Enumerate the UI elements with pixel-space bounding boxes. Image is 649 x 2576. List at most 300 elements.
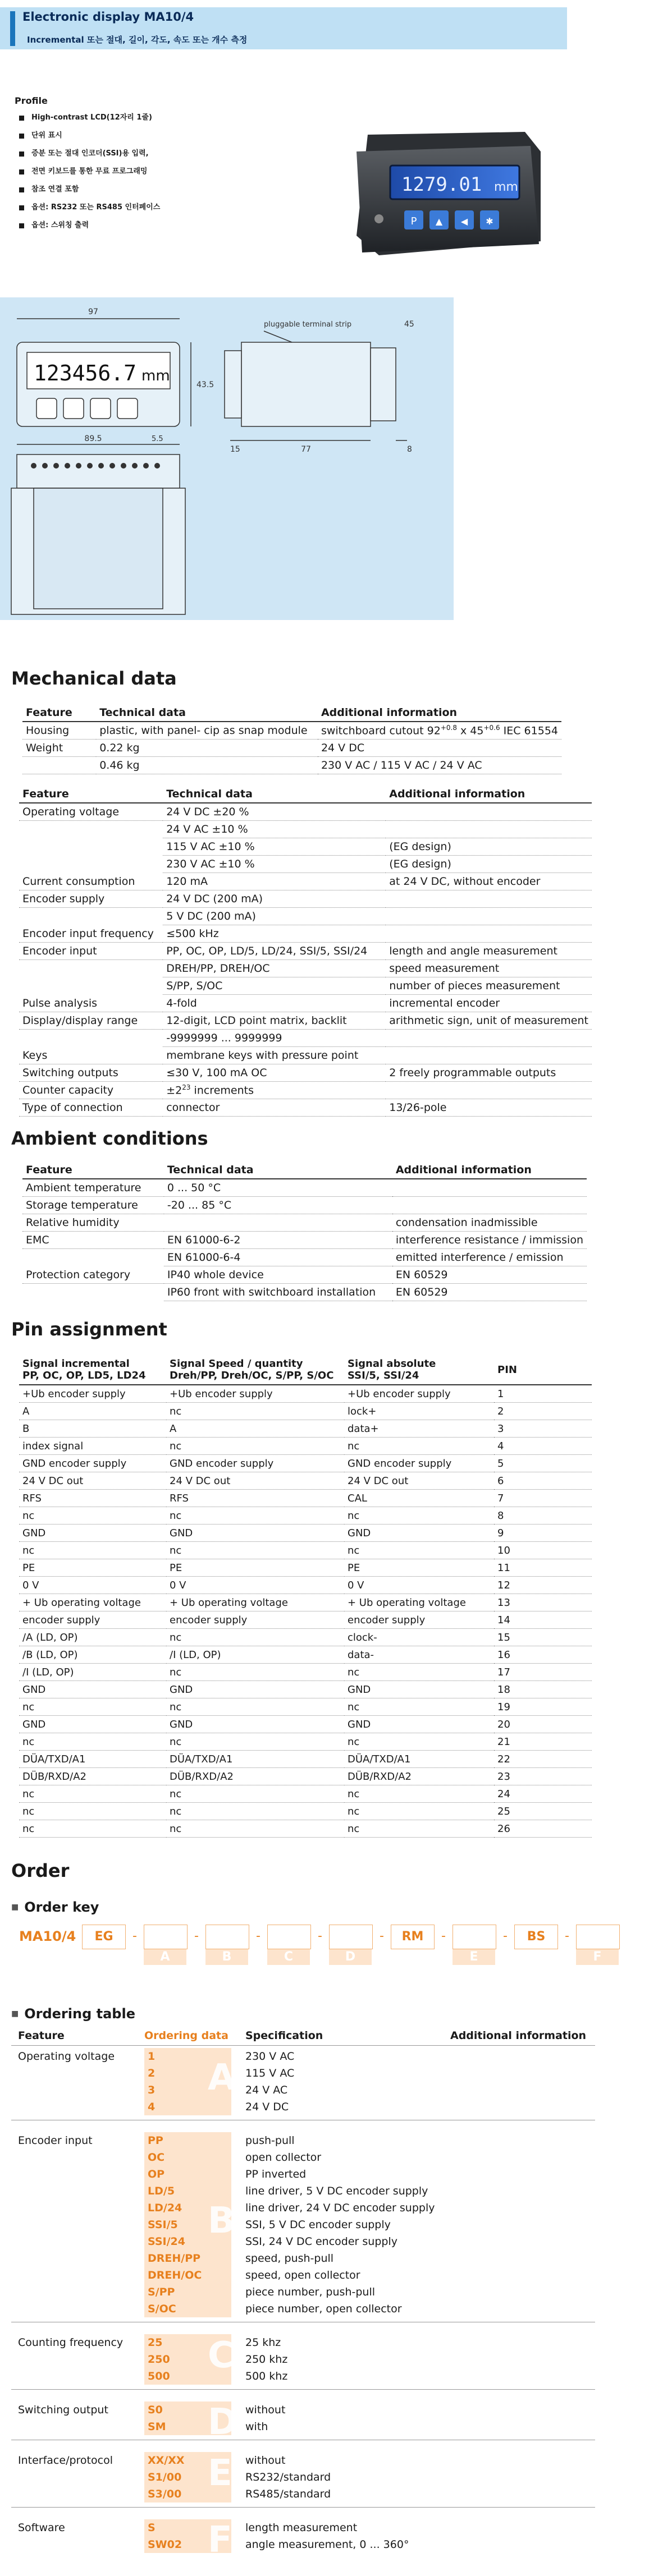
table-cell: Pulse analysis xyxy=(19,995,163,1012)
ordtab-code: 4 xyxy=(144,2099,231,2115)
table-cell: EMC xyxy=(22,1232,164,1249)
table-row xyxy=(19,1629,592,1646)
table-cell: PP, OC, OP, LD/5, LD/24, SSI/5, SSI/24 xyxy=(163,943,386,960)
device-key-star: ✱ xyxy=(486,216,493,227)
ordtab-group-rule xyxy=(11,2507,595,2508)
order-key-box[interactable] xyxy=(267,1925,311,1949)
table-cell: condensation inadmissible xyxy=(392,1214,587,1232)
ordtab-code: 2 xyxy=(144,2065,231,2082)
table-row xyxy=(19,1594,592,1611)
profile-item: 단위 표시 xyxy=(19,130,160,148)
table-row xyxy=(19,1646,592,1664)
ambient-table: Feature Technical data Additional information Ambient temperature 0 ... 50 °C Storage temperature -20 ... 85 °C Relative humidity condensation inadmissible EMC EN 61000-6-2 interference resistance / immission EN 61000-6-4 emitted interference / emission Protection category IP40 whole device EN 60529 IP60 front with switchboard installation EN 60529 xyxy=(22,1161,587,1301)
ordtab-code: 3 xyxy=(144,2082,231,2099)
ordtab-header-rule xyxy=(11,2045,595,2046)
page-title: Electronic display MA10/4 xyxy=(22,10,194,24)
table-cell: DÜA/TXD/A1 xyxy=(344,1751,494,1768)
table-cell: nc xyxy=(344,1785,494,1803)
table-cell: 14 xyxy=(494,1611,592,1629)
order-key-dash: - xyxy=(565,1929,569,1943)
table-cell: CAL xyxy=(344,1490,494,1507)
table-cell: 15 xyxy=(494,1629,592,1646)
table-cell: DÜA/TXD/A1 xyxy=(166,1751,344,1768)
table-cell: interference resistance / immission xyxy=(392,1232,587,1249)
table-cell xyxy=(22,1249,164,1266)
table-cell: DÜB/RXD/A2 xyxy=(19,1768,166,1785)
table-cell: speed measurement xyxy=(386,960,592,977)
table-cell xyxy=(19,821,163,838)
table-row xyxy=(19,1030,592,1047)
table-cell: EN 61000-6-4 xyxy=(164,1249,392,1266)
table-cell: Encoder supply xyxy=(19,890,163,908)
table-cell xyxy=(386,908,592,925)
table-cell xyxy=(386,890,592,908)
table-cell: Type of connection xyxy=(19,1099,163,1117)
device-key-up: ▲ xyxy=(435,216,443,227)
order-key-box[interactable] xyxy=(453,1925,496,1949)
table-row xyxy=(19,856,592,873)
table-cell: nc xyxy=(19,1733,166,1751)
table-cell: GND xyxy=(166,1525,344,1542)
table-cell: IP60 front with switchboard installation xyxy=(164,1284,392,1301)
table-cell xyxy=(386,925,592,943)
ordtab-code: XX/XX xyxy=(144,2452,231,2469)
profile-heading: Profile xyxy=(15,95,48,106)
ordtab-h-spec: Specification xyxy=(245,2029,323,2042)
order-key-box[interactable] xyxy=(576,1925,620,1949)
table-cell: nc xyxy=(344,1438,494,1455)
table-cell: +Ub encoder supply xyxy=(19,1385,166,1403)
ordtab-spec: push-pull xyxy=(245,2134,295,2147)
dimension-drawing xyxy=(0,297,454,620)
table-cell: Switching outputs xyxy=(19,1064,163,1082)
table-cell: RFS xyxy=(19,1490,166,1507)
ordtab-spec: speed, push-pull xyxy=(245,2252,334,2265)
table-cell: nc xyxy=(19,1785,166,1803)
table-cell: nc xyxy=(344,1820,494,1838)
table-cell: 26 xyxy=(494,1820,592,1838)
ordtab-code: PP xyxy=(144,2132,231,2149)
table-cell: at 24 V DC, without encoder xyxy=(386,873,592,890)
table-cell: S/PP, S/OC xyxy=(163,977,386,995)
header-accent-bar xyxy=(10,11,15,46)
table-cell: +Ub encoder supply xyxy=(166,1385,344,1403)
table-cell: nc xyxy=(166,1403,344,1420)
table-cell xyxy=(19,1030,163,1047)
mechanical-table-2: Feature Technical data Additional information Operating voltage 24 V DC ±20 % 24 V AC ±10 % 115 V AC ±10 % (EG design) 230 V AC ±10 % (EG design) Current consumption 120 mA at 24 V DC, without encoder Encoder supply 24 V DC (200 mA) 5 V DC (200 mA) Encoder input frequency ≤500 kHz Encoder input PP, OC, OP, LD/5, LD/24, SSI/5, SSI/24 length and angle measurement DREH/PP, DREH/OC speed measurement S/PP, S/OC number of pieces measurement Pulse analysis 4-fold incremental encoder Display/display range 12-digit, LCD point matrix, backlit arithmetic sign, unit of measurement -9999999 ... 9999999 Keys membrane keys with pressure point Switching outputs ≤30 V, 100 mA OC 2 freely programmable outputs Counter capacity $\pm 2^{23}$ increments Type of connection connector 13/26-pole xyxy=(19,786,592,1117)
ordtab-feature: Switching output xyxy=(18,2404,108,2416)
table-cell: 3 xyxy=(494,1420,592,1438)
ordtab-h-feature: Feature xyxy=(18,2029,65,2042)
ordtab-code: LD/5 xyxy=(144,2183,231,2200)
table-cell xyxy=(386,1047,592,1064)
order-heading: Order xyxy=(11,1860,70,1881)
table-cell: Operating voltage xyxy=(19,803,163,821)
ordtab-spec: 250 khz xyxy=(245,2353,288,2366)
table-cell: 19 xyxy=(494,1698,592,1716)
table-cell: nc xyxy=(166,1785,344,1803)
table-cell: Keys xyxy=(19,1047,163,1064)
table-cell: nc xyxy=(166,1698,344,1716)
table-cell: Display/display range xyxy=(19,1012,163,1030)
ordtab-spec: 115 V AC xyxy=(245,2067,295,2079)
table-row xyxy=(22,1284,587,1301)
table-row xyxy=(19,925,592,943)
dim-terminal-label: pluggable terminal strip xyxy=(264,320,352,329)
mechanical-heading: Mechanical data xyxy=(11,668,177,689)
table-cell: 230 V AC ±10 % xyxy=(163,856,386,873)
ordtab-code: S0 xyxy=(144,2401,231,2418)
profile-item: 옵션: RS232 또는 RS485 인터페이스 xyxy=(19,202,160,220)
table-cell xyxy=(392,1197,587,1214)
ordtab-spec: with xyxy=(245,2421,268,2433)
order-key-dash: - xyxy=(194,1929,199,1943)
table-cell xyxy=(392,1179,587,1197)
ordtab-feature: Encoder input xyxy=(18,2134,93,2147)
dim-97: 97 xyxy=(88,307,98,316)
ordtab-spec: 25 khz xyxy=(245,2336,281,2349)
table-cell: 16 xyxy=(494,1646,592,1664)
pins-heading: Pin assignment xyxy=(11,1319,167,1340)
ordtab-spec: 24 V DC xyxy=(245,2101,289,2113)
table-row xyxy=(19,995,592,1012)
table-row xyxy=(22,1232,587,1249)
table-cell xyxy=(19,856,163,873)
ordtab-feature: Interface/protocol xyxy=(18,2454,113,2467)
table-cell: nc xyxy=(344,1542,494,1559)
ordtab-code: S3/00 xyxy=(144,2486,231,2502)
table-row xyxy=(19,960,592,977)
table-row xyxy=(19,1385,592,1403)
table-cell xyxy=(19,977,163,995)
table-cell: 4-fold xyxy=(163,995,386,1012)
table-cell: nc xyxy=(344,1733,494,1751)
table-cell: nc xyxy=(344,1698,494,1716)
ordtab-feature: Operating voltage xyxy=(18,2050,115,2063)
order-key-dash: - xyxy=(441,1929,446,1943)
order-key-box[interactable] xyxy=(205,1925,249,1949)
order-key-dash: - xyxy=(132,1929,137,1943)
table-cell: 22 xyxy=(494,1751,592,1768)
table-cell: GND xyxy=(344,1716,494,1733)
table-cell: 4 xyxy=(494,1438,592,1455)
mechanical-table-1: Feature Technical data Additional information Housing plastic, with panel- cip as snap module switchboard cutout $92^{+0.8}$ x $45^{+0.6}$ IEC 61554 Weight 0.22 kg 24 V DC 0.46 kg 230 V AC / 115 V AC / 24 V AC xyxy=(22,704,561,774)
table-row xyxy=(19,1664,592,1681)
ordtab-group-letter: A xyxy=(208,2057,236,2099)
table-cell: 17 xyxy=(494,1664,592,1681)
order-key-letter: D xyxy=(329,1949,372,1965)
order-key-label: MA10/4 xyxy=(19,1928,76,1944)
ordtab-spec: RS232/standard xyxy=(245,2471,331,2483)
ordtab-code: DREH/OC xyxy=(144,2267,231,2284)
ordering-table-heading: ■ Ordering table xyxy=(11,2006,135,2022)
ordtab-spec: 230 V AC xyxy=(245,2050,295,2063)
order-key-letter: B xyxy=(205,1949,248,1965)
ordtab-code: S xyxy=(144,2519,231,2536)
ordtab-code: SM xyxy=(144,2418,231,2435)
table-cell: nc xyxy=(166,1542,344,1559)
table-row xyxy=(19,1542,592,1559)
table-cell: IP40 whole device xyxy=(164,1266,392,1284)
table-cell: Encoder input frequency xyxy=(19,925,163,943)
table-cell: 5 xyxy=(494,1455,592,1472)
table-cell: 13 xyxy=(494,1594,592,1611)
table-cell: Relative humidity xyxy=(22,1214,164,1232)
table-cell: encoder supply xyxy=(344,1611,494,1629)
ordtab-spec: without xyxy=(245,2454,286,2467)
table-row xyxy=(19,1420,592,1438)
profile-item: 전면 키보드를 통한 무료 프로그래밍 xyxy=(19,166,160,184)
pin-table: Signal incremental PP, OC, OP, LD5, LD24 Signal Speed / quantity Dreh/PP, Dreh/OC, S/PP, S/OC Signal absolute SSI/5, SSI/24 PIN +Ub encoder supply +Ub encoder supply +Ub encoder supply 1 A nc lock+ 2 B A data+ 3 index signal nc nc 4 GND encoder supply GND encoder supply GND encoder supply 5 24 V DC out 24 V DC out 24 V DC out 6 RFS RFS CAL 7 nc nc nc 8 GND GND GND 9 nc nc nc 10 PE PE PE 11 0 V 0 V 0 V 12 + Ub operating voltage + Ub operating voltage + Ub operating voltage 13 encoder supply encoder supply encoder supply 14 /A (LD, OP) nc clock- 15 /B (LD, OP) /I (LD, OP) data- 16 /I (LD, OP) nc nc 17 GND GND GND 18 nc nc nc 19 GND GND GND 20 nc nc nc 21 DÜA/TXD/A1 DÜA/TXD/A1 DÜA/TXD/A1 22 DÜB/RXD/A2 DÜB/RXD/A2 DÜB/RXD/A2 23 nc nc nc 24 nc nc nc 25 nc nc nc 26 xyxy=(19,1355,592,1838)
dim-5-5: 5.5 xyxy=(152,435,163,443)
table-row xyxy=(19,803,592,821)
table-cell: 7 xyxy=(494,1490,592,1507)
order-key-box[interactable]: BS xyxy=(514,1925,558,1949)
order-key-dash: - xyxy=(256,1929,260,1943)
table-cell: GND xyxy=(19,1681,166,1698)
table-cell: PE xyxy=(344,1559,494,1577)
table-row xyxy=(19,1472,592,1490)
table-cell: membrane keys with pressure point xyxy=(163,1047,386,1064)
dim-89-5: 89.5 xyxy=(84,434,102,443)
ordtab-code: S/OC xyxy=(144,2301,231,2317)
table-cell: nc xyxy=(344,1803,494,1820)
table-cell: PE xyxy=(166,1559,344,1577)
table-cell: nc xyxy=(19,1507,166,1525)
ordtab-h-ordering: Ordering data xyxy=(144,2029,228,2042)
table-cell: DÜA/TXD/A1 xyxy=(19,1751,166,1768)
ambient-heading: Ambient conditions xyxy=(11,1128,208,1149)
table-cell: 21 xyxy=(494,1733,592,1751)
table-cell: EN 60529 xyxy=(392,1266,587,1284)
table-cell: length and angle measurement xyxy=(386,943,592,960)
table-cell: encoder supply xyxy=(166,1611,344,1629)
table-cell xyxy=(19,908,163,925)
table-cell: number of pieces measurement xyxy=(386,977,592,995)
table-row xyxy=(19,1611,592,1629)
table-cell: nc xyxy=(344,1507,494,1525)
housing-cutout: switchboard cutout $92^{+0.8}$ x $45^{+0.6}$ IEC 61554 xyxy=(318,722,561,740)
table-cell: connector xyxy=(163,1099,386,1117)
table-cell: A xyxy=(19,1403,166,1420)
order-key-heading: ■ Order key xyxy=(11,1899,99,1915)
table-cell: 8 xyxy=(494,1507,592,1525)
table-cell: emitted interference / emission xyxy=(392,1249,587,1266)
table-cell: index signal xyxy=(19,1438,166,1455)
table-cell: B xyxy=(19,1420,166,1438)
table-row xyxy=(19,821,592,838)
table-cell: 24 xyxy=(494,1785,592,1803)
ordtab-spec: without xyxy=(245,2404,286,2416)
table-cell: 12-digit, LCD point matrix, backlit xyxy=(163,1012,386,1030)
table-row xyxy=(19,943,592,960)
ordtab-code: SW02 xyxy=(144,2536,231,2553)
table-cell: Encoder input xyxy=(19,943,163,960)
table-cell xyxy=(386,1030,592,1047)
order-key-box[interactable]: EG xyxy=(82,1925,126,1949)
table-cell: -9999999 ... 9999999 xyxy=(163,1030,386,1047)
table-cell: GND xyxy=(166,1681,344,1698)
ordtab-spec: length measurement xyxy=(245,2522,358,2534)
table-row xyxy=(19,1559,592,1577)
table-cell: nc xyxy=(19,1698,166,1716)
table-cell: nc xyxy=(19,1803,166,1820)
table-row xyxy=(19,1577,592,1594)
table-cell: 25 xyxy=(494,1803,592,1820)
order-key-dash: - xyxy=(318,1929,322,1943)
order-key-box[interactable] xyxy=(144,1925,188,1949)
ordtab-spec: line driver, 5 V DC encoder supply xyxy=(245,2185,428,2197)
table-cell: encoder supply xyxy=(19,1611,166,1629)
table-row xyxy=(19,1751,592,1768)
dim-77: 77 xyxy=(301,445,311,454)
table-cell: 1 xyxy=(494,1385,592,1403)
table-cell: 24 V DC out xyxy=(166,1472,344,1490)
ordtab-spec: PP inverted xyxy=(245,2168,307,2180)
ordtab-feature: Software xyxy=(18,2522,65,2534)
table-cell: ≤500 kHz xyxy=(163,925,386,943)
table-cell: 24 V DC out xyxy=(344,1472,494,1490)
table-cell: 23 xyxy=(494,1768,592,1785)
order-key-letter: C xyxy=(267,1949,310,1965)
ordtab-code: OC xyxy=(144,2149,231,2166)
order-key-dash: - xyxy=(380,1929,384,1943)
table-cell xyxy=(19,838,163,856)
table-row xyxy=(19,1099,592,1117)
ordtab-group-letter: E xyxy=(208,2453,232,2494)
table-cell: ≤30 V, 100 mA OC xyxy=(163,1064,386,1082)
profile-list xyxy=(19,112,160,238)
order-key-letter: E xyxy=(453,1949,495,1965)
table-cell: /I (LD, OP) xyxy=(19,1664,166,1681)
page-subtitle: Incremental 또는 절대, 길이, 각도, 속도 또는 개수 측정 xyxy=(27,35,248,45)
ordtab-code: DREH/PP xyxy=(144,2250,231,2267)
table-cell: 115 V AC ±10 % xyxy=(163,838,386,856)
table-row xyxy=(19,1507,592,1525)
table-row xyxy=(19,977,592,995)
ordtab-spec: 500 khz xyxy=(245,2370,288,2382)
table-cell: 13/26-pole xyxy=(386,1099,592,1117)
profile-item: 증분 또는 절대 인코더(SSI)용 입력, xyxy=(19,148,160,166)
table-cell: + Ub operating voltage xyxy=(344,1594,494,1611)
profile-item: 참조 연결 포함 xyxy=(19,184,160,202)
table-cell: clock- xyxy=(344,1629,494,1646)
table-cell: 11 xyxy=(494,1559,592,1577)
table-cell: nc xyxy=(166,1438,344,1455)
ordtab-spec: 24 V AC xyxy=(245,2084,288,2096)
ordtab-group-letter: F xyxy=(208,2519,232,2561)
order-key-letter: F xyxy=(576,1949,619,1965)
ordtab-group-letter: B xyxy=(208,2200,235,2242)
device-key-left: ◀ xyxy=(460,216,468,227)
table-cell: 24 V DC (200 mA) xyxy=(163,890,386,908)
device-display-unit: mm xyxy=(494,180,518,194)
ordtab-feature: Counting frequency xyxy=(18,2336,124,2349)
ordtab-spec: SSI, 5 V DC encoder supply xyxy=(245,2219,391,2231)
table-row xyxy=(19,908,592,925)
ordtab-spec: line driver, 24 V DC encoder supply xyxy=(245,2202,435,2214)
ordtab-code: OP xyxy=(144,2166,231,2183)
table-row xyxy=(19,1490,592,1507)
table-row xyxy=(22,1266,587,1284)
table-cell: +Ub encoder supply xyxy=(344,1385,494,1403)
drawing-display-unit: mm xyxy=(141,368,170,384)
table-cell: Storage temperature xyxy=(22,1197,164,1214)
ordtab-group-letter: C xyxy=(208,2335,234,2376)
table-row xyxy=(19,1698,592,1716)
table-cell xyxy=(386,1082,592,1099)
dim-15: 15 xyxy=(230,445,240,454)
table-row xyxy=(19,1438,592,1455)
table-cell: 24 V DC ±20 % xyxy=(163,803,386,821)
table-cell: nc xyxy=(166,1733,344,1751)
table-cell: A xyxy=(166,1420,344,1438)
table-row xyxy=(22,1197,587,1214)
table-cell: DREH/PP, DREH/OC xyxy=(163,960,386,977)
order-key-dash: - xyxy=(503,1929,508,1943)
table-cell: 0 V xyxy=(166,1577,344,1594)
ordtab-spec: piece number, open collector xyxy=(245,2303,402,2315)
table-row xyxy=(19,1733,592,1751)
table-row xyxy=(19,1803,592,1820)
drawing-display-value: 123456.7 xyxy=(34,361,137,385)
table-row xyxy=(19,1716,592,1733)
order-key-box[interactable]: RM xyxy=(391,1925,435,1949)
table-cell: nc xyxy=(19,1542,166,1559)
table-cell: nc xyxy=(166,1664,344,1681)
table-cell: /B (LD, OP) xyxy=(19,1646,166,1664)
ordtab-group-letter: D xyxy=(208,2401,238,2443)
dim-45: 45 xyxy=(404,320,414,329)
ordtab-group-rule xyxy=(11,2389,595,2390)
table-cell: Counter capacity xyxy=(19,1082,163,1099)
table-cell: 2 freely programmable outputs xyxy=(386,1064,592,1082)
ordtab-code: 1 xyxy=(144,2048,231,2065)
table-cell: GND xyxy=(19,1716,166,1733)
table-row xyxy=(19,890,592,908)
ordtab-spec: angle measurement, 0 ... 360° xyxy=(245,2538,409,2551)
ordtab-code: LD/24 xyxy=(144,2200,231,2216)
table-cell: 10 xyxy=(494,1542,592,1559)
table-cell: Current consumption xyxy=(19,873,163,890)
table-cell: nc xyxy=(166,1629,344,1646)
profile-item: High-contrast LCD(12자리 1줄) xyxy=(19,112,160,130)
table-cell: GND xyxy=(344,1681,494,1698)
table-cell: data+ xyxy=(344,1420,494,1438)
table-row xyxy=(19,873,592,890)
table-cell: GND encoder supply xyxy=(344,1455,494,1472)
ordtab-code: 500 xyxy=(144,2368,231,2385)
table-cell: /I (LD, OP) xyxy=(166,1646,344,1664)
table-row xyxy=(19,1681,592,1698)
table-cell: 5 V DC (200 mA) xyxy=(163,908,386,925)
dim-43-5: 43.5 xyxy=(196,380,214,389)
ordtab-code: SSI/24 xyxy=(144,2233,231,2250)
ordtab-spec: open collector xyxy=(245,2151,322,2164)
order-key-box[interactable] xyxy=(329,1925,373,1949)
table-cell: 6 xyxy=(494,1472,592,1490)
table-cell: nc xyxy=(166,1820,344,1838)
table-cell xyxy=(386,821,592,838)
table-cell: PE xyxy=(19,1559,166,1577)
device-display-value: 1279.01 xyxy=(401,173,482,196)
table-cell: GND xyxy=(19,1525,166,1542)
ordtab-code: S1/00 xyxy=(144,2469,231,2486)
table-cell xyxy=(19,960,163,977)
table-cell: EN 60529 xyxy=(392,1284,587,1301)
table-cell: 18 xyxy=(494,1681,592,1698)
table-row xyxy=(19,1525,592,1542)
